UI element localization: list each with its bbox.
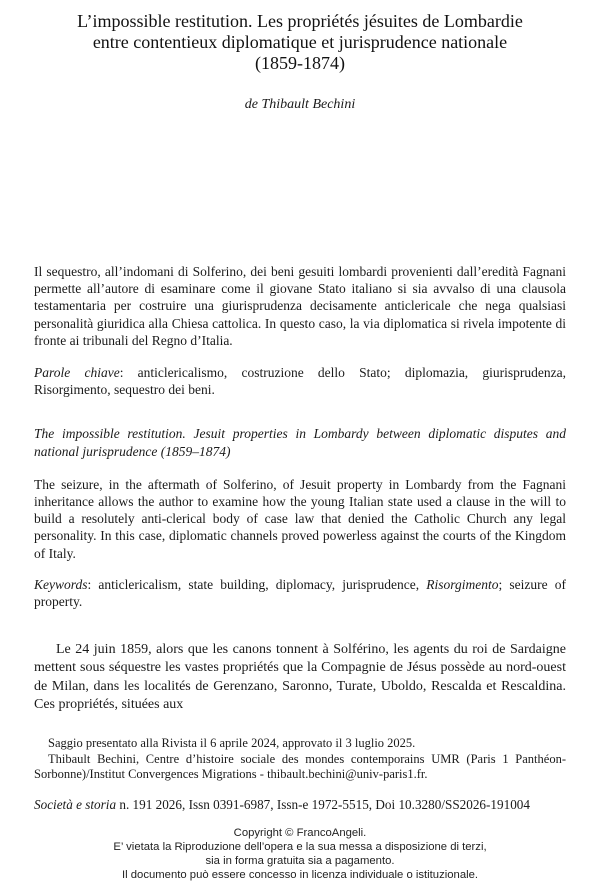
copyright-line-1: Copyright © FrancoAngeli. (233, 826, 367, 839)
article-title (34, 11, 566, 74)
article-title-line-3: (1859-1874) (255, 53, 345, 73)
keywords-english (34, 576, 566, 610)
copyright-line-4: Il documento può essere concesso in licenza individuale o istituzionale. (121, 868, 479, 881)
footnote-submission: Saggio presentato alla Rivista il 6 aprile 2024, approvato il 3 luglio 2025. (48, 736, 416, 751)
keywords-english-italic-term: Risorgimento (426, 576, 499, 592)
keywords-english-text-before: : anticlericalism, state building, diplomacy, jurisprudence, (87, 576, 427, 592)
abstract-english: The seizure, in the aftermath of Solferino, of Jesuit property in Lombardy from the Fagnani inheritance allows the author to examine how the young Italian state used a clause in the will to build a resolutely anti-clerical body of case law that denied the Catholic Church any legal personality. In this case, diplomatic channels proved powerless against the courts of the Kingdom of Italy. (34, 476, 566, 561)
footnotes (34, 736, 566, 783)
keywords-italian (34, 364, 566, 398)
keywords-english-label: Keywords (34, 576, 88, 592)
keywords-english-text-after: ; seizure of property. (34, 576, 566, 610)
copyright-line-3: sia in forma gratuita sia a pagamento. (205, 854, 395, 867)
article-title-line-1: L’impossible restitution. Les propriétés jésuites de Lombardie (77, 11, 523, 31)
keywords-italian-text: : anticlericalismo, costruzione dello Stato; diplomazia, giurisprudenza, Risorgimento, sequestro dei beni. (34, 365, 566, 398)
journal-citation (34, 797, 566, 813)
abstract-italian: Il sequestro, all’indomani di Solferino, dei beni gesuiti lombardi provenienti dall’eredità Fagnani permette all’autore di esaminare come il giovane Stato italiano si sia avvalso di una clausola testamentaria per costruire una giurisprudenza decisamente anticlericale che nega qualsiasi personalità giuridica alla Chiesa cattolica. In questo caso, la via diplomatica si rivela impotente di fronte ai tribunali del Regno d’Italia. (34, 264, 566, 348)
journal-issue-info: n. 191 2026, Issn 0391-6987, Issn-e 1972-5515, Doi 10.3280/SS2026-191004 (116, 796, 530, 812)
body-paragraph: Le 24 juin 1859, alors que les canons tonnent à Solférino, les agents du roi de Sardaigne mettent sous séquestre les vastes propriétés que la Compagnie de Jésus possède au nord-ouest de Milan, dans les localités de Gerenzano, Saronno, Turate, Uboldo, Rescalda et Rescaldina. Ces propriétés, situées aux (34, 642, 566, 712)
journal-name: Società e storia (34, 796, 117, 812)
copyright-line-2: E’ vietata la Riproduzione dell’opera e la sua messa a disposizione di terzi, (113, 840, 487, 853)
copyright-notice (34, 826, 566, 882)
keywords-italian-label: Parole chiave (34, 365, 120, 381)
author-byline: de Thibault Bechini (244, 97, 356, 112)
english-title: The impossible restitution. Jesuit properties in Lombardy between diplomatic disputes and national jurisprudence (1859–1874) (34, 426, 566, 459)
footnote-author-affiliation: Thibault Bechini, Centre d’histoire sociale des mondes contemporains UMR (Paris 1 Panthéon-Sorbonne)/Institut Convergences Migrations - thibault.bechini@univ-paris1.fr. (34, 751, 566, 782)
article-title-line-2: entre contentieux diplomatique et jurisprudence nationale (92, 32, 508, 52)
